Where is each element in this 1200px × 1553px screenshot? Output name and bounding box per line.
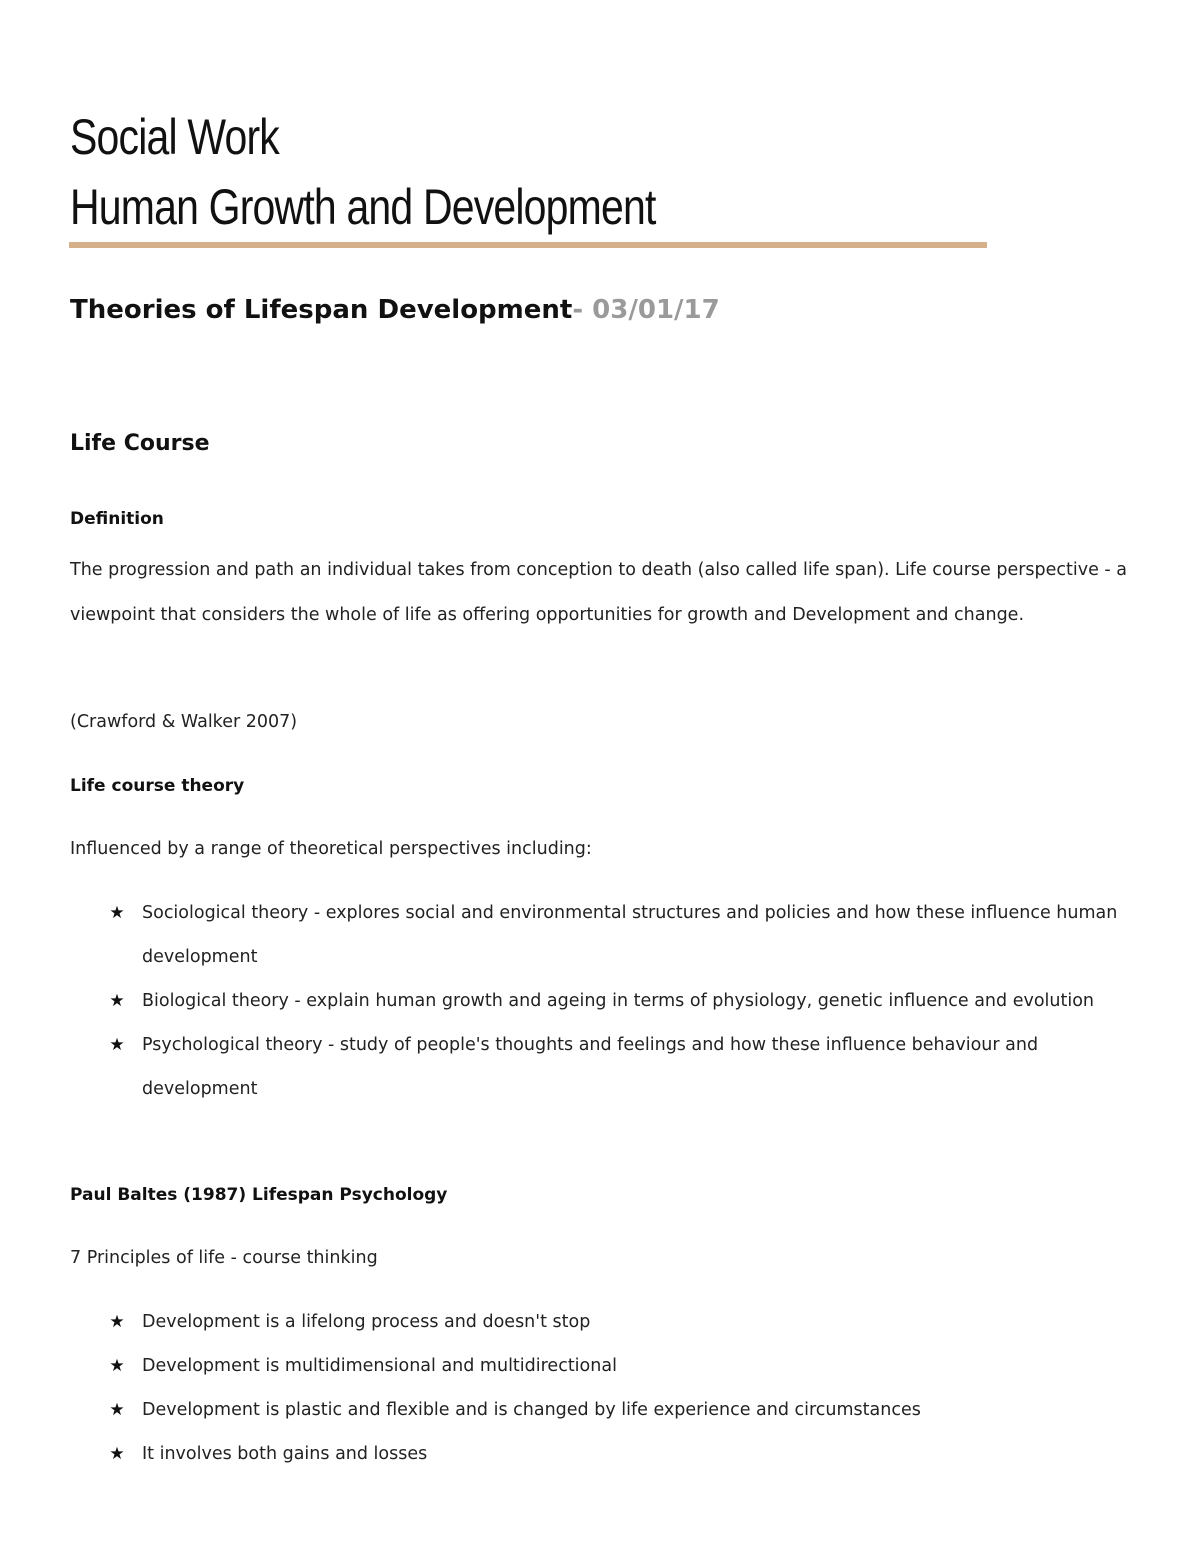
document-title: Social Work — [70, 109, 279, 165]
list-item — [0, 1388, 1142, 1432]
lecture-heading — [70, 292, 720, 328]
list-item-text: Development is a lifelong process and doesn't stop — [142, 1312, 591, 1332]
list-item-text: It involves both gains and losses — [142, 1444, 428, 1464]
star-bullet-icon: ★ — [109, 1400, 125, 1420]
list-item — [0, 1432, 1142, 1476]
theory-list — [0, 891, 1142, 1111]
star-bullet-icon: ★ — [109, 903, 125, 923]
star-bullet-icon: ★ — [109, 991, 125, 1011]
star-bullet-icon: ★ — [109, 1035, 125, 1055]
list-item — [0, 1300, 1142, 1344]
title-divider — [69, 242, 987, 248]
list-item — [0, 891, 1142, 979]
life-course-theory-intro: Influenced by a range of theoretical perspectives including: — [70, 839, 592, 859]
list-item-text: Development is multidimensional and multidirectional — [142, 1356, 617, 1376]
baltes-heading: Paul Baltes (1987) Lifespan Psychology — [70, 1185, 448, 1205]
star-bullet-icon: ★ — [109, 1356, 125, 1376]
lecture-date: - 03/01/17 — [572, 295, 720, 325]
list-item — [0, 1344, 1142, 1388]
definition-paragraph: The progression and path an individual takes from conception to death (also called life span). Life course perspective - a viewpoint that considers the whole of life as offering opportunities for growth and Development and change. — [70, 560, 1128, 625]
star-bullet-icon: ★ — [109, 1444, 125, 1464]
life-course-theory-heading: Life course theory — [70, 776, 245, 796]
list-item-text: Development is plastic and flexible and is changed by life experience and circumstances — [142, 1400, 921, 1420]
list-item-text: Psychological theory - study of people's thoughts and feelings and how these influence behaviour and development — [142, 1035, 1039, 1099]
list-item — [0, 979, 1142, 1023]
star-bullet-icon: ★ — [109, 1312, 125, 1332]
document-subtitle: Human Growth and Development — [70, 179, 656, 235]
baltes-intro: 7 Principles of life - course thinking — [70, 1248, 378, 1268]
lecture-title: Theories of Lifespan Development — [70, 295, 573, 325]
definition-citation: (Crawford & Walker 2007) — [70, 712, 298, 732]
definition-heading: Definition — [70, 509, 164, 529]
list-item-text: Biological theory - explain human growth and ageing in terms of physiology, genetic influence and evolution — [142, 991, 1094, 1011]
list-item — [0, 1023, 1142, 1111]
section-heading-life-course: Life Course — [70, 431, 210, 456]
principles-list — [0, 1300, 1142, 1476]
list-item-text: Sociological theory - explores social and environmental structures and policies and how these influence human development — [142, 903, 1118, 967]
